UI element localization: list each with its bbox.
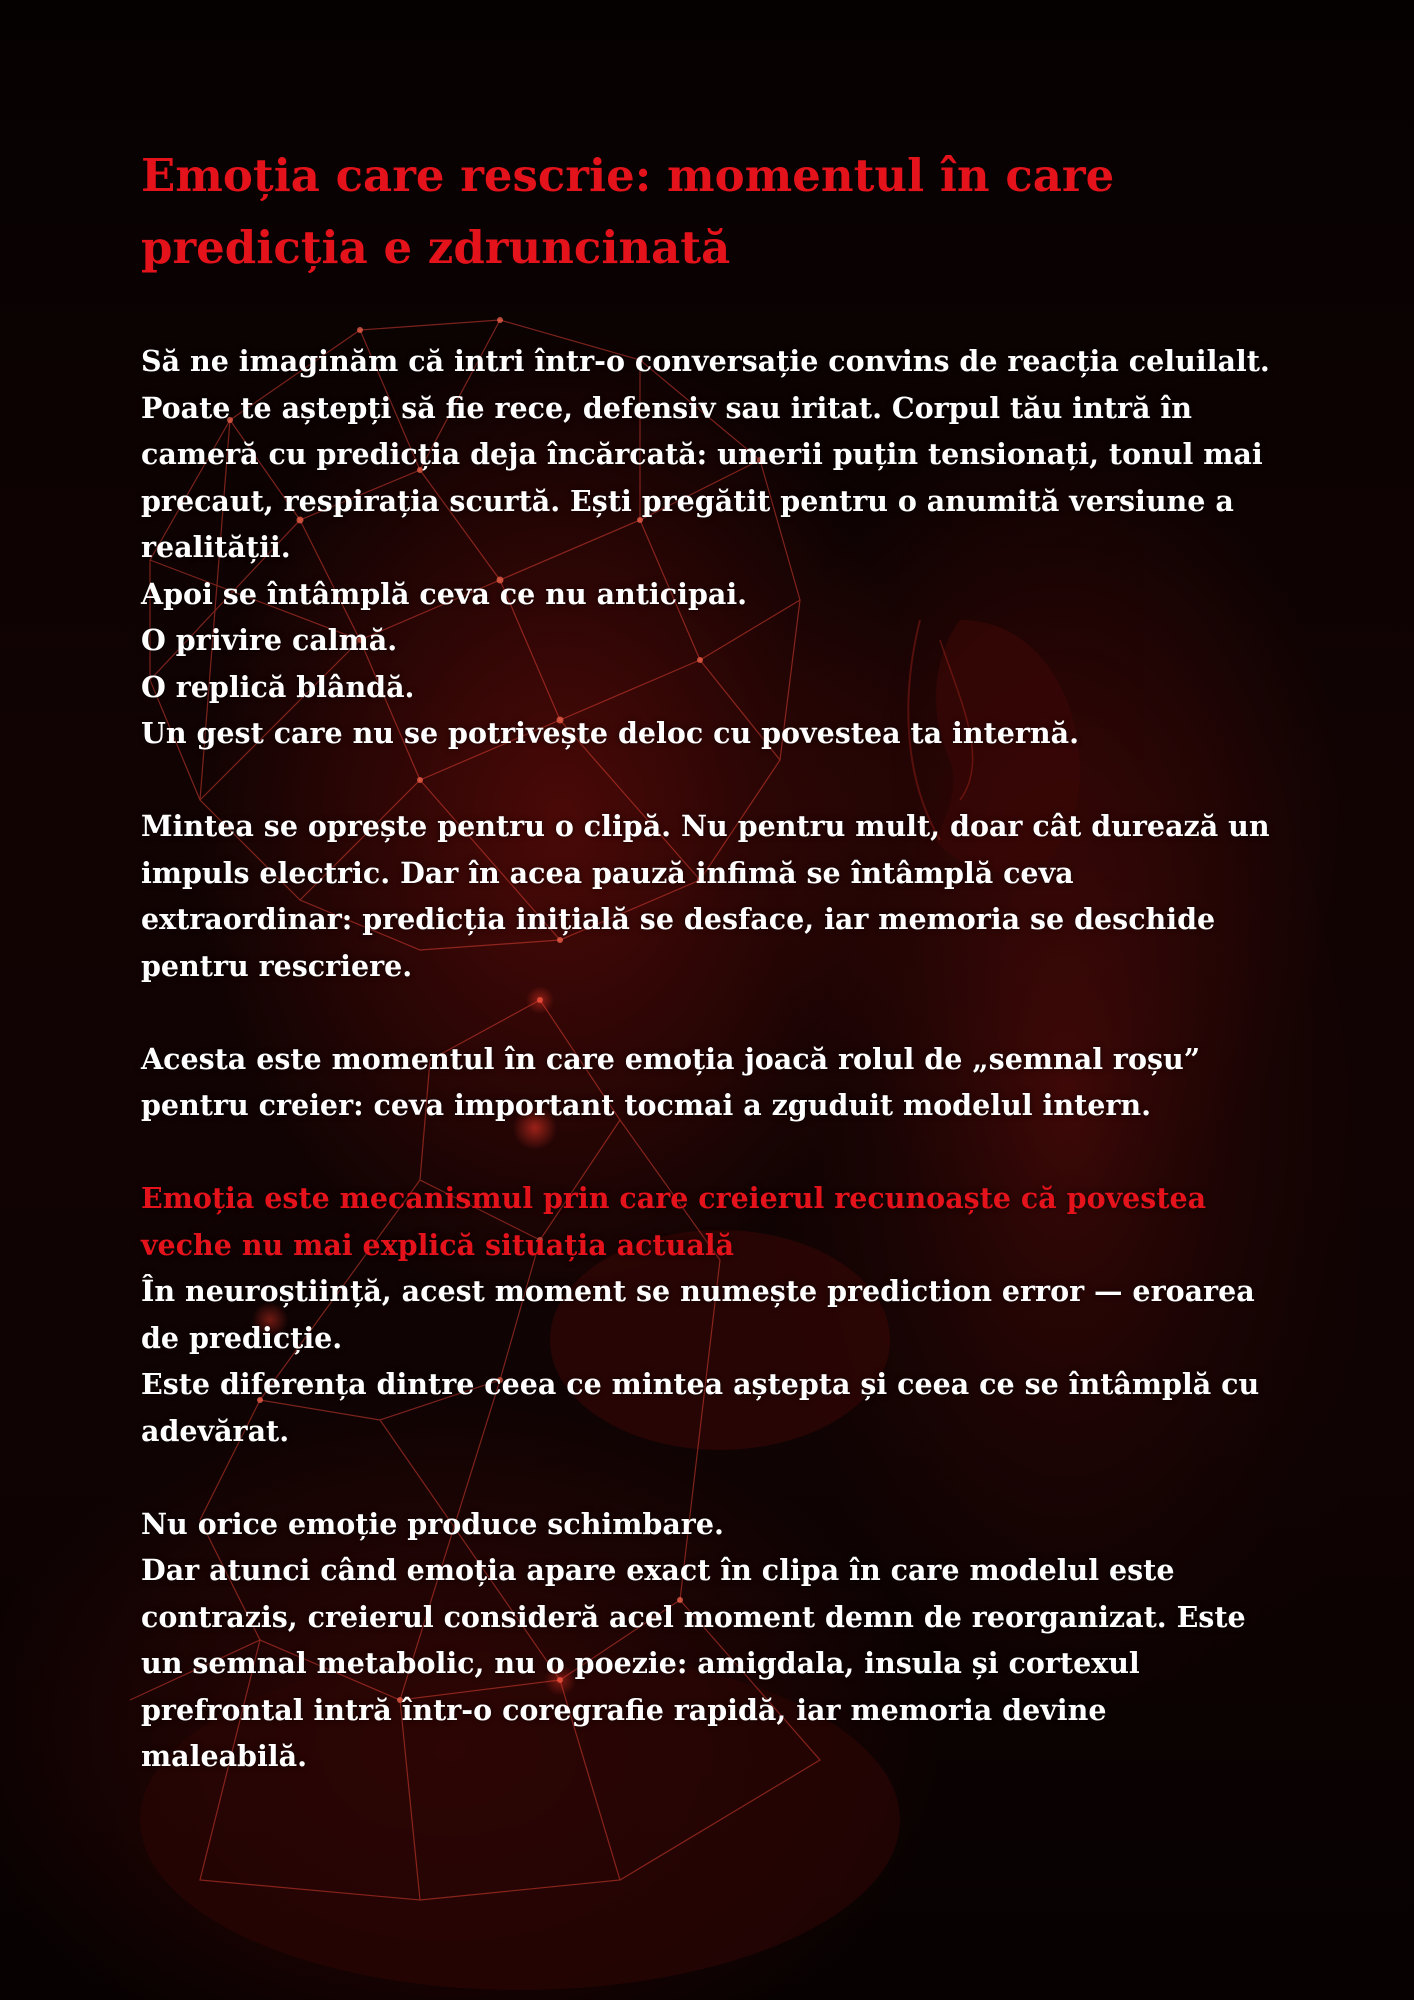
paragraph-prediction-error [141,1175,1281,1454]
paragraph-intro [141,338,1281,757]
paragraph-line: Dar atunci când emoția apare exact în clipa în care modelul este contrazis, creierul consideră acel moment demn de reorganizat. Este un semnal metabolic, nu o poezie: amigdala, insula și cortexul prefrontal intră într-o coregrafie rapidă, iar memoria devine maleabilă. [141,1553,1246,1773]
paragraph-line: Să ne imaginăm că intri într-o conversație convins de reacția celuilalt. Poate te aștepți să fie rece, defensiv sau iritat. Corpul tău intră în cameră cu predicția deja încărcată: umerii puțin tensionați, tonul mai precaut, respirația scurtă. Ești pregătit pentru o anumită versiune a realității. [141,344,1270,564]
paragraph-line: Este diferența dintre ceea ce mintea aștepta și ceea ce se întâmplă cu adevărat. [141,1367,1260,1448]
paragraph-line: O privire calmă. [141,623,398,657]
highlight-statement: Emoția este mecanismul prin care creierul recunoaște că povestea veche nu mai explică situația actuală [141,1181,1207,1262]
article-title: Emoția care rescrie: momentul în care predicția e zdruncinată [141,149,1115,274]
paragraph-line: Nu orice emoție produce schimbare. [141,1506,724,1541]
paragraph-red-signal: Acesta este momentul în care emoția joacă rolul de „semnal roșu” pentru creier: ceva important tocmai a zguduit modelul intern. [141,1041,1201,1122]
paragraph-line: În neuroștiință, acest moment se numește prediction error — eroarea de predicție. [141,1274,1255,1355]
paragraph-pause: Mintea se oprește pentru o clipă. Nu pentru mult, doar cât durează un impuls electric. Dar în acea pauză infimă se întâmplă ceva extraordinar: predicția inițială se desface, iar memoria se deschide pentru rescriere. [141,809,1270,983]
paragraph-line: Apoi se întâmplă ceva ce nu anticipai. [141,576,748,611]
paragraph-line: Un gest care nu se potrivește deloc cu povestea ta internă. [141,716,1079,750]
article [141,140,1281,1826]
paragraph-change [141,1501,1281,1780]
paragraph-line: O replică blândă. [141,669,415,704]
